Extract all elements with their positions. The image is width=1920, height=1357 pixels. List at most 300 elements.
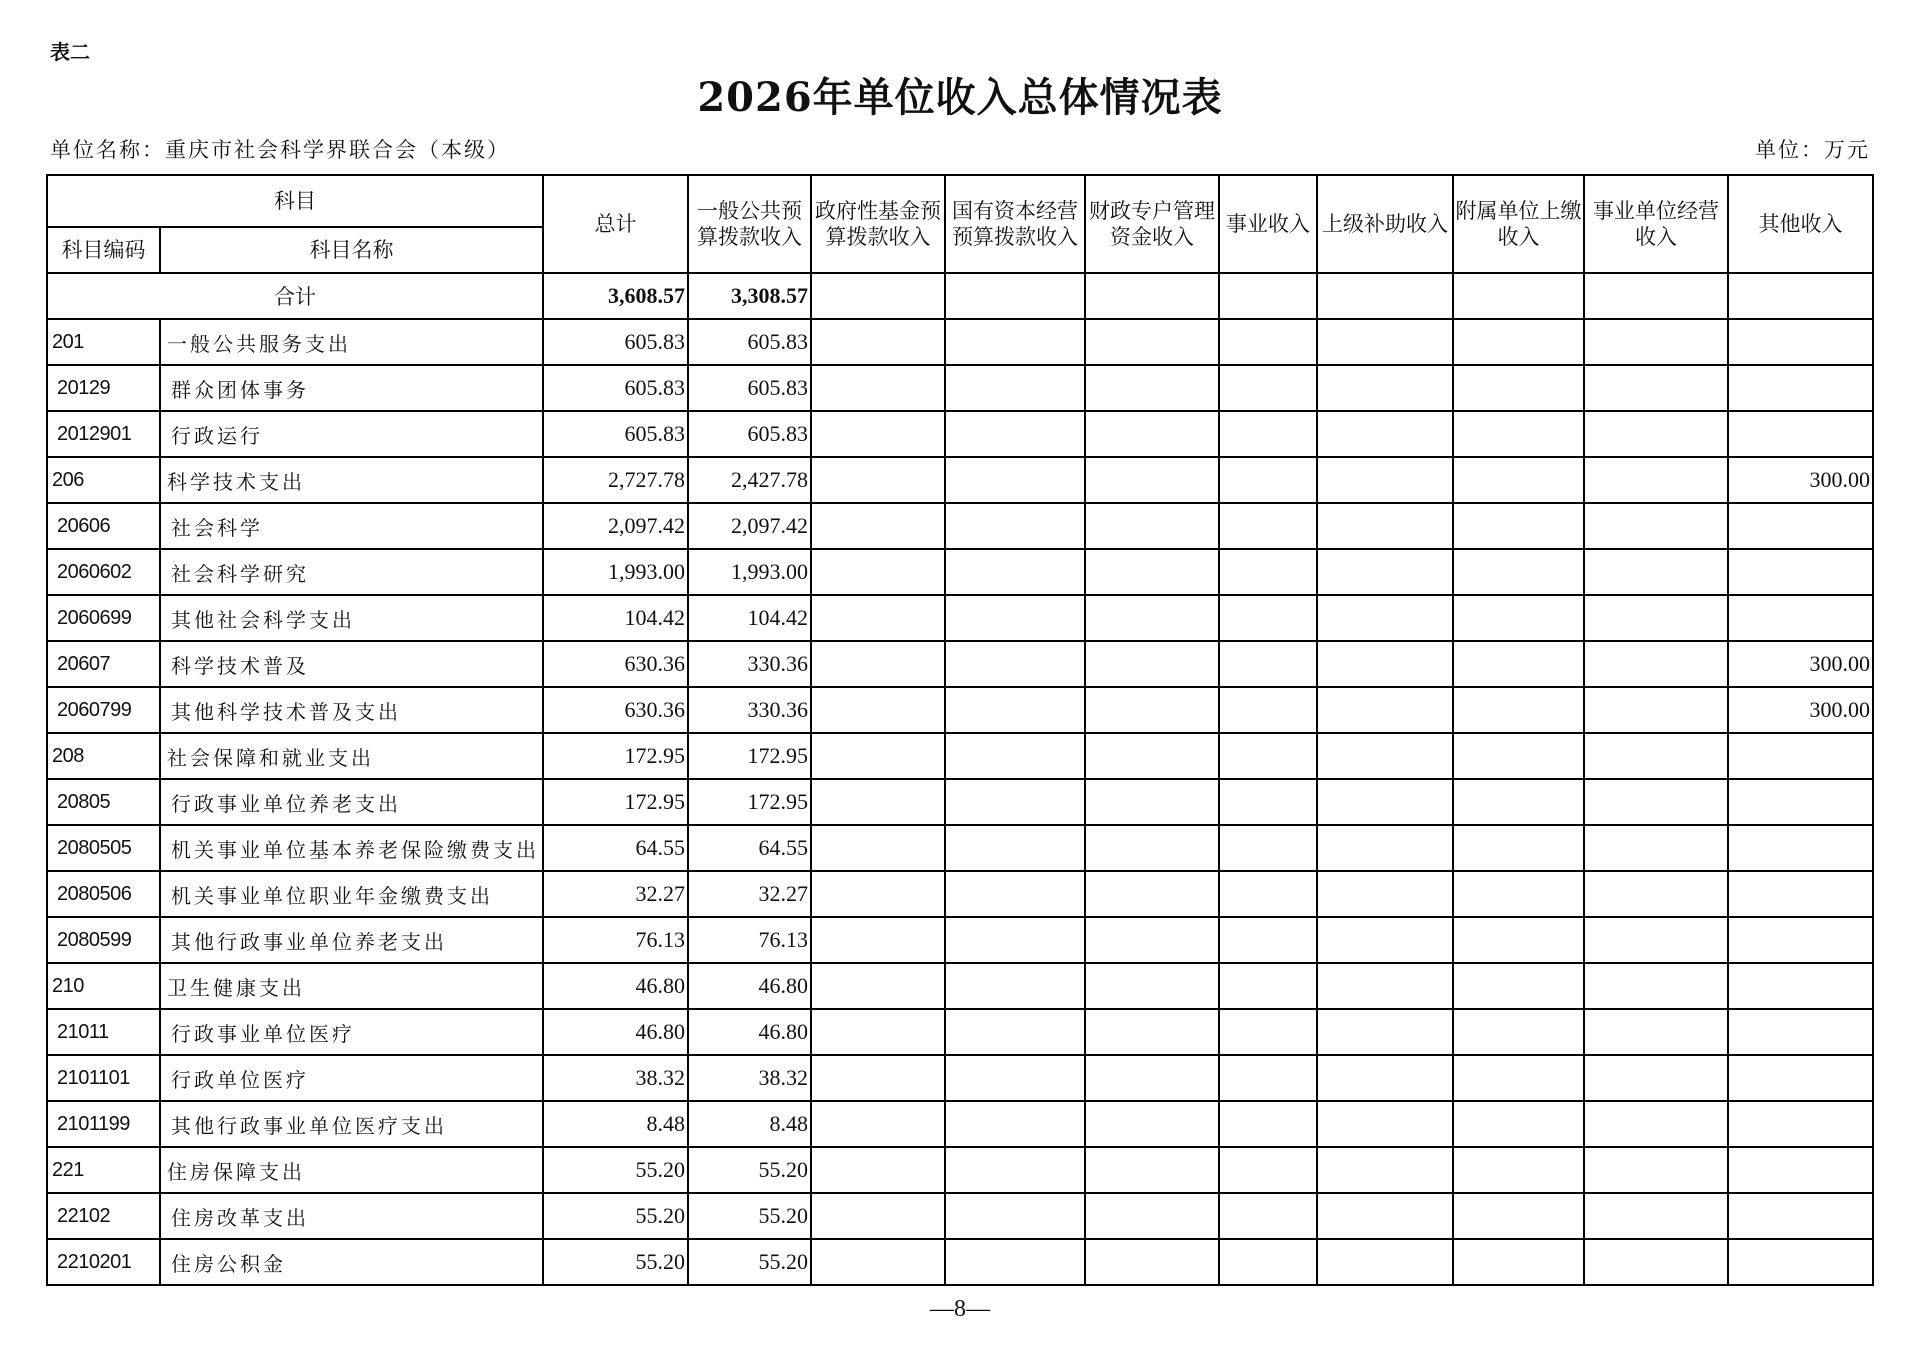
amount-cell <box>945 871 1085 917</box>
amount-cell <box>1219 687 1317 733</box>
table-row <box>47 779 1873 825</box>
table-row <box>47 733 1873 779</box>
table-row <box>47 503 1873 549</box>
amount-cell: 630.36 <box>543 641 688 687</box>
subject-code: 20607 <box>47 641 160 687</box>
amount-cell <box>1584 319 1728 365</box>
amount-cell <box>1584 687 1728 733</box>
amount-cell: 605.83 <box>543 319 688 365</box>
amount-cell <box>1584 1009 1728 1055</box>
subject-name: 行政事业单位医疗 <box>160 1009 543 1055</box>
amount-cell <box>1219 963 1317 1009</box>
amount-cell <box>1219 365 1317 411</box>
amount-cell <box>1317 687 1453 733</box>
subject-code: 2060602 <box>47 549 160 595</box>
amount-cell: 330.36 <box>688 687 811 733</box>
page-title: 2026年单位收入总体情况表 <box>697 74 1223 121</box>
amount-cell <box>1453 1009 1584 1055</box>
amount-cell: 172.95 <box>688 779 811 825</box>
amount-cell <box>1085 1009 1219 1055</box>
subject-code: 221 <box>47 1147 160 1193</box>
amount-cell: 330.36 <box>688 641 811 687</box>
header-col-other-income: 其他收入 <box>1728 175 1873 273</box>
subject-code: 2101199 <box>47 1101 160 1147</box>
amount-cell: 2,097.42 <box>688 503 811 549</box>
amount-cell <box>811 1239 945 1285</box>
amount-cell <box>1584 1239 1728 1285</box>
amount-cell <box>1584 1101 1728 1147</box>
amount-cell <box>811 733 945 779</box>
amount-cell <box>945 319 1085 365</box>
amount-cell <box>1584 871 1728 917</box>
amount-cell <box>1219 641 1317 687</box>
header-col-general-budget: 一般公共预算拨款收入 <box>688 175 811 273</box>
amount-cell <box>1453 825 1584 871</box>
table-row <box>47 457 1873 503</box>
amount-cell <box>1728 963 1873 1009</box>
amount-cell: 630.36 <box>543 687 688 733</box>
amount-cell <box>1219 319 1317 365</box>
amount-cell <box>1453 917 1584 963</box>
amount-cell: 64.55 <box>543 825 688 871</box>
amount-cell <box>1584 825 1728 871</box>
subject-code: 208 <box>47 733 160 779</box>
table-row <box>47 917 1873 963</box>
amount-cell: 2,427.78 <box>688 457 811 503</box>
amount-cell: 46.80 <box>543 963 688 1009</box>
amount-cell <box>1584 595 1728 641</box>
amount-cell <box>1453 503 1584 549</box>
amount-cell <box>1219 733 1317 779</box>
amount-cell <box>811 871 945 917</box>
amount-cell <box>1317 549 1453 595</box>
table-row <box>47 1239 1873 1285</box>
amount-cell <box>1317 503 1453 549</box>
amount-cell: 55.20 <box>543 1147 688 1193</box>
amount-cell <box>1584 1147 1728 1193</box>
amount-cell: 300.00 <box>1728 457 1873 503</box>
amount-cell <box>1584 549 1728 595</box>
table-row <box>47 1009 1873 1055</box>
amount-cell: 104.42 <box>543 595 688 641</box>
amount-cell <box>1728 365 1873 411</box>
amount-cell <box>811 641 945 687</box>
amount-cell <box>1728 411 1873 457</box>
amount-cell <box>1317 917 1453 963</box>
unit-measure: 单位：万元 <box>1755 138 1870 162</box>
subject-name: 住房保障支出 <box>160 1147 543 1193</box>
subject-name: 科学技术支出 <box>160 457 543 503</box>
amount-cell <box>1728 595 1873 641</box>
amount-cell <box>1219 917 1317 963</box>
subject-code: 20129 <box>47 365 160 411</box>
amount-cell <box>811 457 945 503</box>
subject-code: 2012901 <box>47 411 160 457</box>
amount-cell <box>1317 1239 1453 1285</box>
amount-cell <box>1584 963 1728 1009</box>
amount-cell <box>1317 825 1453 871</box>
amount-cell <box>1085 549 1219 595</box>
amount-cell: 104.42 <box>688 595 811 641</box>
amount-cell <box>811 687 945 733</box>
amount-cell <box>1584 503 1728 549</box>
amount-cell <box>1584 917 1728 963</box>
subject-name: 住房公积金 <box>160 1239 543 1285</box>
amount-cell <box>1584 1055 1728 1101</box>
amount-cell <box>945 641 1085 687</box>
subject-code: 22102 <box>47 1193 160 1239</box>
amount-cell <box>1728 1193 1873 1239</box>
amount-cell <box>1728 503 1873 549</box>
amount-cell <box>945 411 1085 457</box>
amount-cell: 55.20 <box>688 1193 811 1239</box>
amount-cell <box>811 1147 945 1193</box>
subject-code: 2210201 <box>47 1239 160 1285</box>
amount-cell <box>811 595 945 641</box>
amount-cell <box>1317 411 1453 457</box>
amount-cell <box>945 687 1085 733</box>
amount-cell <box>811 825 945 871</box>
amount-cell <box>1728 1101 1873 1147</box>
amount-cell <box>1728 549 1873 595</box>
total-value <box>1728 273 1873 319</box>
subject-code: 2080506 <box>47 871 160 917</box>
header-subject-name: 科目名称 <box>160 227 543 273</box>
amount-cell <box>1453 595 1584 641</box>
subject-code: 201 <box>47 319 160 365</box>
amount-cell <box>1219 779 1317 825</box>
table-row <box>47 687 1873 733</box>
total-value <box>945 273 1085 319</box>
amount-cell <box>811 319 945 365</box>
amount-cell: 172.95 <box>543 779 688 825</box>
amount-cell <box>1085 319 1219 365</box>
amount-cell <box>945 457 1085 503</box>
amount-cell <box>1728 319 1873 365</box>
subject-name: 行政事业单位养老支出 <box>160 779 543 825</box>
amount-cell <box>1728 871 1873 917</box>
amount-cell <box>1317 365 1453 411</box>
amount-cell <box>1317 963 1453 1009</box>
amount-cell <box>945 779 1085 825</box>
subject-name: 行政运行 <box>160 411 543 457</box>
amount-cell: 172.95 <box>543 733 688 779</box>
table-header <box>47 175 1873 273</box>
amount-cell <box>811 1101 945 1147</box>
amount-cell <box>1453 1193 1584 1239</box>
amount-cell <box>1317 641 1453 687</box>
amount-cell <box>811 549 945 595</box>
amount-cell: 55.20 <box>543 1193 688 1239</box>
amount-cell <box>945 503 1085 549</box>
amount-cell <box>1085 1055 1219 1101</box>
subject-name: 科学技术普及 <box>160 641 543 687</box>
subject-name: 一般公共服务支出 <box>160 319 543 365</box>
amount-cell <box>1317 1101 1453 1147</box>
total-value <box>1584 273 1728 319</box>
subject-name: 卫生健康支出 <box>160 963 543 1009</box>
subject-code: 20805 <box>47 779 160 825</box>
amount-cell: 605.83 <box>688 365 811 411</box>
subject-name: 其他科学技术普及支出 <box>160 687 543 733</box>
amount-cell: 76.13 <box>543 917 688 963</box>
amount-cell <box>1728 825 1873 871</box>
table-row <box>47 963 1873 1009</box>
subject-code: 21011 <box>47 1009 160 1055</box>
subject-code: 210 <box>47 963 160 1009</box>
amount-cell <box>1453 1101 1584 1147</box>
amount-cell: 55.20 <box>543 1239 688 1285</box>
header-col-fiscal-account: 财政专户管理资金收入 <box>1085 175 1219 273</box>
amount-cell: 8.48 <box>688 1101 811 1147</box>
amount-cell <box>811 1055 945 1101</box>
amount-cell <box>1085 687 1219 733</box>
amount-cell: 46.80 <box>688 963 811 1009</box>
amount-cell <box>945 1101 1085 1147</box>
amount-cell <box>1584 779 1728 825</box>
amount-cell <box>945 1009 1085 1055</box>
header-col-total: 总计 <box>543 175 688 273</box>
amount-cell <box>1085 1239 1219 1285</box>
amount-cell <box>1085 825 1219 871</box>
amount-cell <box>811 1193 945 1239</box>
amount-cell <box>1728 779 1873 825</box>
amount-cell <box>1317 595 1453 641</box>
header-subject-code: 科目编码 <box>47 227 160 273</box>
total-value: 3,608.57 <box>543 273 688 319</box>
table-row <box>47 1193 1873 1239</box>
amount-cell <box>1219 1147 1317 1193</box>
amount-cell <box>1453 549 1584 595</box>
amount-cell <box>1219 825 1317 871</box>
amount-cell <box>1219 411 1317 457</box>
amount-cell <box>1453 1055 1584 1101</box>
amount-cell <box>1085 733 1219 779</box>
amount-cell <box>1085 917 1219 963</box>
amount-cell <box>1317 733 1453 779</box>
amount-cell <box>1584 457 1728 503</box>
header-col-operating-income: 事业单位经营收入 <box>1584 175 1728 273</box>
amount-cell <box>1728 733 1873 779</box>
amount-cell <box>1453 779 1584 825</box>
amount-cell <box>945 963 1085 1009</box>
table-row <box>47 365 1873 411</box>
amount-cell: 605.83 <box>543 365 688 411</box>
amount-cell <box>1317 779 1453 825</box>
amount-cell <box>945 1147 1085 1193</box>
header-subject-group: 科目 <box>47 175 543 227</box>
table-row <box>47 825 1873 871</box>
header-col-gov-fund: 政府性基金预算拨款收入 <box>811 175 945 273</box>
amount-cell <box>1219 1055 1317 1101</box>
amount-cell <box>1085 503 1219 549</box>
amount-cell <box>1219 1239 1317 1285</box>
amount-cell <box>1317 457 1453 503</box>
amount-cell: 46.80 <box>543 1009 688 1055</box>
amount-cell <box>1085 963 1219 1009</box>
amount-cell <box>1453 457 1584 503</box>
amount-cell: 32.27 <box>688 871 811 917</box>
amount-cell <box>1453 411 1584 457</box>
amount-cell <box>1728 917 1873 963</box>
table-row <box>47 1147 1873 1193</box>
amount-cell <box>811 963 945 1009</box>
subject-name: 机关事业单位职业年金缴费支出 <box>160 871 543 917</box>
amount-cell <box>1085 871 1219 917</box>
amount-cell <box>945 733 1085 779</box>
amount-cell: 605.83 <box>543 411 688 457</box>
total-value <box>1085 273 1219 319</box>
subject-name: 社会保障和就业支出 <box>160 733 543 779</box>
amount-cell <box>1219 1009 1317 1055</box>
table-row <box>47 319 1873 365</box>
subject-code: 2080599 <box>47 917 160 963</box>
amount-cell <box>1584 1193 1728 1239</box>
amount-cell: 605.83 <box>688 319 811 365</box>
subject-code: 20606 <box>47 503 160 549</box>
amount-cell <box>1085 457 1219 503</box>
amount-cell <box>1317 1193 1453 1239</box>
amount-cell <box>1317 1009 1453 1055</box>
amount-cell <box>1085 641 1219 687</box>
amount-cell <box>1219 549 1317 595</box>
amount-cell <box>1728 1239 1873 1285</box>
total-row <box>47 273 1873 319</box>
table-body <box>47 273 1873 1285</box>
amount-cell <box>1728 1009 1873 1055</box>
page-number: —8— <box>930 1296 990 1322</box>
amount-cell: 55.20 <box>688 1239 811 1285</box>
table-row <box>47 871 1873 917</box>
amount-cell <box>811 917 945 963</box>
amount-cell <box>1453 963 1584 1009</box>
subject-name: 群众团体事务 <box>160 365 543 411</box>
amount-cell <box>811 503 945 549</box>
amount-cell <box>1453 365 1584 411</box>
subject-code: 2101101 <box>47 1055 160 1101</box>
amount-cell <box>945 365 1085 411</box>
total-value <box>1317 273 1453 319</box>
amount-cell <box>1728 1147 1873 1193</box>
amount-cell: 1,993.00 <box>543 549 688 595</box>
amount-cell <box>811 1009 945 1055</box>
table-row <box>47 1101 1873 1147</box>
subject-name: 住房改革支出 <box>160 1193 543 1239</box>
subject-name: 其他行政事业单位养老支出 <box>160 917 543 963</box>
amount-cell <box>1219 871 1317 917</box>
amount-cell: 55.20 <box>688 1147 811 1193</box>
amount-cell <box>945 1193 1085 1239</box>
header-col-affiliated-remit: 附属单位上缴收入 <box>1453 175 1584 273</box>
amount-cell <box>1219 503 1317 549</box>
subject-name: 机关事业单位基本养老保险缴费支出 <box>160 825 543 871</box>
amount-cell <box>1453 319 1584 365</box>
subject-code: 2060799 <box>47 687 160 733</box>
amount-cell <box>1453 687 1584 733</box>
amount-cell: 605.83 <box>688 411 811 457</box>
amount-cell <box>1085 1193 1219 1239</box>
amount-cell <box>1085 1101 1219 1147</box>
amount-cell: 300.00 <box>1728 687 1873 733</box>
amount-cell: 2,097.42 <box>543 503 688 549</box>
income-table <box>46 174 1874 1286</box>
table-row <box>47 549 1873 595</box>
subject-name: 社会科学 <box>160 503 543 549</box>
amount-cell <box>945 917 1085 963</box>
amount-cell <box>1085 1147 1219 1193</box>
total-value <box>811 273 945 319</box>
table-row <box>47 411 1873 457</box>
amount-cell <box>945 1239 1085 1285</box>
amount-cell <box>1453 871 1584 917</box>
subject-name: 其他行政事业单位医疗支出 <box>160 1101 543 1147</box>
total-value: 3,308.57 <box>688 273 811 319</box>
amount-cell <box>1584 365 1728 411</box>
amount-cell: 76.13 <box>688 917 811 963</box>
amount-cell: 64.55 <box>688 825 811 871</box>
amount-cell <box>1085 365 1219 411</box>
amount-cell: 2,727.78 <box>543 457 688 503</box>
amount-cell <box>945 595 1085 641</box>
amount-cell <box>1317 1147 1453 1193</box>
amount-cell <box>1085 595 1219 641</box>
total-value <box>1453 273 1584 319</box>
amount-cell: 1,993.00 <box>688 549 811 595</box>
amount-cell <box>1453 1239 1584 1285</box>
amount-cell: 172.95 <box>688 733 811 779</box>
amount-cell <box>1453 1147 1584 1193</box>
table-row <box>47 595 1873 641</box>
amount-cell: 8.48 <box>543 1101 688 1147</box>
subject-name: 其他社会科学支出 <box>160 595 543 641</box>
subject-code: 206 <box>47 457 160 503</box>
amount-cell <box>945 549 1085 595</box>
amount-cell <box>1584 411 1728 457</box>
amount-cell: 300.00 <box>1728 641 1873 687</box>
amount-cell <box>811 411 945 457</box>
subject-name: 行政单位医疗 <box>160 1055 543 1101</box>
table-row <box>47 641 1873 687</box>
amount-cell <box>1085 411 1219 457</box>
amount-cell <box>1453 641 1584 687</box>
header-col-superior-subsidy: 上级补助收入 <box>1317 175 1453 273</box>
subject-code: 2080505 <box>47 825 160 871</box>
amount-cell <box>1085 779 1219 825</box>
unit-name: 单位名称：重庆市社会科学界联合会（本级） <box>50 138 510 162</box>
amount-cell <box>811 365 945 411</box>
amount-cell <box>1219 595 1317 641</box>
total-value <box>1219 273 1317 319</box>
amount-cell <box>945 1055 1085 1101</box>
amount-cell <box>1317 1055 1453 1101</box>
amount-cell <box>1219 457 1317 503</box>
amount-cell <box>1453 733 1584 779</box>
amount-cell <box>1219 1193 1317 1239</box>
subject-code: 2060699 <box>47 595 160 641</box>
amount-cell <box>811 779 945 825</box>
header-col-business-income: 事业收入 <box>1219 175 1317 273</box>
amount-cell <box>945 825 1085 871</box>
amount-cell: 32.27 <box>543 871 688 917</box>
table-row <box>47 1055 1873 1101</box>
amount-cell <box>1728 1055 1873 1101</box>
amount-cell: 38.32 <box>688 1055 811 1101</box>
amount-cell <box>1584 641 1728 687</box>
amount-cell: 46.80 <box>688 1009 811 1055</box>
table-label: 表二 <box>50 40 90 64</box>
amount-cell <box>1219 1101 1317 1147</box>
subject-name: 社会科学研究 <box>160 549 543 595</box>
